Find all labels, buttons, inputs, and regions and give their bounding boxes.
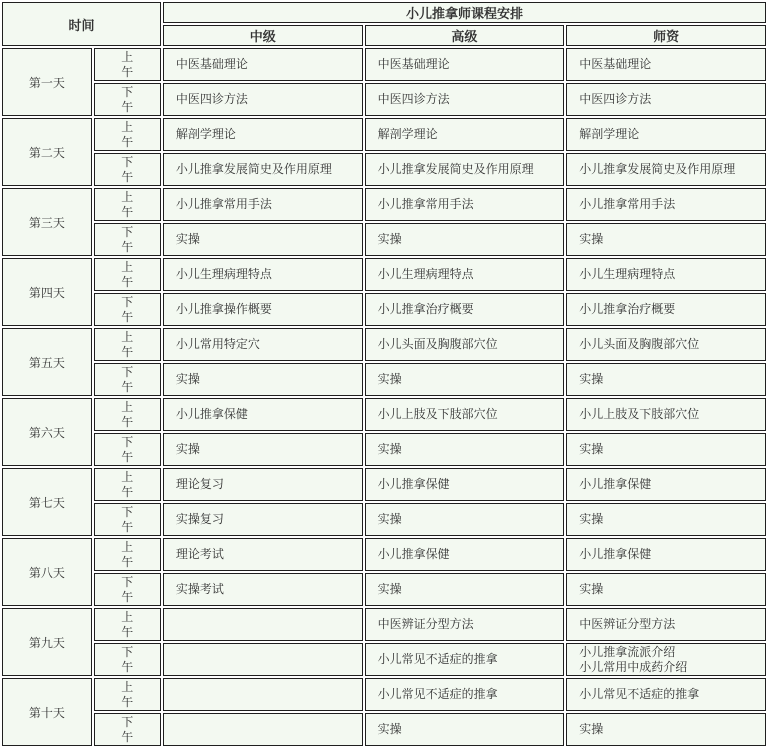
course-text: 中医四诊方法	[175, 92, 248, 106]
course-cell-instructor	[566, 153, 766, 186]
course-text: 小儿推拿发展简史及作用原理	[579, 162, 736, 176]
afternoon-label	[94, 153, 161, 186]
half-day-text: 上 午	[121, 119, 134, 149]
half-day-text: 下 午	[121, 364, 134, 394]
half-day-text: 下 午	[121, 224, 134, 254]
course-text: 中医辨证分型方法	[579, 617, 676, 631]
table-row	[2, 48, 766, 81]
day-label: 第六天	[2, 398, 92, 466]
course-text: 实操考试	[175, 582, 224, 596]
course-text: 实操	[175, 442, 200, 456]
course-cell-instructor	[566, 713, 766, 746]
course-text: 中医基础理论	[175, 57, 248, 71]
course-text: 小儿推拿治疗概要	[579, 302, 676, 316]
course-text: 小儿推拿保健	[377, 547, 450, 561]
course-cell-instructor	[566, 118, 766, 151]
table-row	[2, 153, 766, 186]
course-cell-intermediate	[163, 503, 363, 536]
course-text: 小儿推拿操作概要	[175, 302, 272, 316]
course-cell-intermediate	[163, 188, 363, 221]
course-cell-advanced	[365, 223, 565, 256]
course-text: 实操	[579, 232, 604, 246]
table-row	[2, 83, 766, 116]
table-row	[2, 293, 766, 326]
table-row	[2, 468, 766, 501]
morning-label	[94, 118, 161, 151]
course-text: 小儿推拿保健	[579, 477, 652, 491]
course-text: 理论考试	[175, 547, 224, 561]
course-cell-intermediate	[163, 83, 363, 116]
course-cell-instructor	[566, 293, 766, 326]
course-cell-instructor	[566, 258, 766, 291]
half-day-text: 下 午	[121, 434, 134, 464]
day-label: 第二天	[2, 118, 92, 186]
course-text: 实操	[175, 232, 200, 246]
course-cell-instructor	[566, 328, 766, 361]
course-cell-advanced	[365, 468, 565, 501]
half-day-text: 上 午	[121, 49, 134, 79]
course-text: 中医四诊方法	[377, 92, 450, 106]
afternoon-label	[94, 573, 161, 606]
morning-label	[94, 48, 161, 81]
half-day-text: 上 午	[121, 469, 134, 499]
table-row	[2, 363, 766, 396]
course-cell-instructor	[566, 608, 766, 641]
half-day-text: 下 午	[121, 504, 134, 534]
course-cell-advanced	[365, 643, 565, 676]
course-text: 实操	[579, 512, 604, 526]
course-cell-instructor	[566, 398, 766, 431]
afternoon-label	[94, 713, 161, 746]
half-day-text: 上 午	[121, 609, 134, 639]
course-cell-advanced	[365, 153, 565, 186]
afternoon-label	[94, 293, 161, 326]
table-row	[2, 538, 766, 571]
afternoon-label	[94, 643, 161, 676]
course-cell-advanced	[365, 328, 565, 361]
course-cell-instructor	[566, 573, 766, 606]
course-cell-instructor	[566, 538, 766, 571]
course-cell-instructor	[566, 363, 766, 396]
course-text: 小儿推拿流派介绍 小儿常用中成药介绍	[579, 644, 688, 674]
course-text: 中医辨证分型方法	[377, 617, 474, 631]
half-day-text: 上 午	[121, 399, 134, 429]
afternoon-label	[94, 83, 161, 116]
course-cell-instructor	[566, 48, 766, 81]
course-cell-intermediate	[163, 573, 363, 606]
table-row	[2, 223, 766, 256]
day-label: 第三天	[2, 188, 92, 256]
course-text: 实操	[579, 722, 604, 736]
course-cell-instructor	[566, 223, 766, 256]
half-day-text: 上 午	[121, 539, 134, 569]
course-text: 解剖学理论	[377, 127, 438, 141]
course-cell-advanced	[365, 83, 565, 116]
course-text: 小儿生理病理特点	[175, 267, 272, 281]
course-text: 小儿常见不适症的推拿	[377, 652, 498, 666]
course-text: 小儿常见不适症的推拿	[377, 687, 498, 701]
header-row-title	[2, 2, 766, 23]
course-text: 小儿头面及胸腹部穴位	[579, 337, 700, 351]
afternoon-label	[94, 363, 161, 396]
course-text: 实操	[377, 442, 402, 456]
course-cell-intermediate	[163, 293, 363, 326]
day-label: 第七天	[2, 468, 92, 536]
schedule-title: 小儿推拿师课程安排	[163, 2, 766, 23]
course-cell-intermediate	[163, 328, 363, 361]
half-day-text: 上 午	[121, 259, 134, 289]
table-row	[2, 503, 766, 536]
course-cell-intermediate	[163, 433, 363, 466]
table-row	[2, 398, 766, 431]
level-header-intermediate: 中级	[163, 25, 363, 46]
morning-label	[94, 188, 161, 221]
course-cell-advanced	[365, 188, 565, 221]
half-day-text: 下 午	[121, 294, 134, 324]
course-cell-intermediate	[163, 48, 363, 81]
morning-label	[94, 538, 161, 571]
half-day-text: 上 午	[121, 679, 134, 709]
course-text: 小儿推拿发展简史及作用原理	[175, 162, 332, 176]
table-header	[2, 2, 766, 46]
course-cell-intermediate	[163, 468, 363, 501]
course-cell-instructor	[566, 188, 766, 221]
course-text: 小儿推拿发展简史及作用原理	[377, 162, 534, 176]
course-text: 理论复习	[175, 477, 224, 491]
day-label: 第九天	[2, 608, 92, 676]
half-day-text: 下 午	[121, 154, 134, 184]
course-text: 实操	[377, 512, 402, 526]
course-cell-intermediate	[163, 363, 363, 396]
course-cell-intermediate	[163, 713, 363, 746]
course-text: 实操	[175, 372, 200, 386]
course-cell-instructor	[566, 678, 766, 711]
course-cell-intermediate	[163, 538, 363, 571]
level-header-instructor: 师资	[566, 25, 766, 46]
course-text: 小儿生理病理特点	[377, 267, 474, 281]
course-text: 小儿推拿常用手法	[377, 197, 474, 211]
time-header: 时间	[2, 2, 161, 46]
course-text: 小儿常用特定穴	[175, 337, 260, 351]
schedule-body	[2, 48, 766, 746]
table-row	[2, 328, 766, 361]
table-row	[2, 608, 766, 641]
course-text: 小儿推拿保健	[579, 547, 652, 561]
course-text: 小儿推拿保健	[175, 407, 248, 421]
course-cell-intermediate	[163, 608, 363, 641]
course-cell-advanced	[365, 48, 565, 81]
course-cell-advanced	[365, 538, 565, 571]
course-text: 解剖学理论	[579, 127, 640, 141]
table-row	[2, 643, 766, 676]
table-row	[2, 118, 766, 151]
course-cell-intermediate	[163, 223, 363, 256]
course-text: 小儿推拿保健	[377, 477, 450, 491]
table-row	[2, 573, 766, 606]
afternoon-label	[94, 433, 161, 466]
morning-label	[94, 468, 161, 501]
course-cell-advanced	[365, 573, 565, 606]
course-cell-advanced	[365, 608, 565, 641]
course-text: 实操	[377, 722, 402, 736]
course-cell-advanced	[365, 398, 565, 431]
level-header-advanced: 高级	[365, 25, 565, 46]
morning-label	[94, 678, 161, 711]
afternoon-label	[94, 223, 161, 256]
day-label: 第八天	[2, 538, 92, 606]
course-text: 小儿推拿治疗概要	[377, 302, 474, 316]
course-cell-intermediate	[163, 258, 363, 291]
table-row	[2, 713, 766, 746]
table-row	[2, 678, 766, 711]
course-cell-advanced	[365, 713, 565, 746]
half-day-text: 下 午	[121, 84, 134, 114]
course-cell-advanced	[365, 258, 565, 291]
course-text: 实操	[579, 582, 604, 596]
course-text: 实操	[377, 582, 402, 596]
morning-label	[94, 258, 161, 291]
course-cell-intermediate	[163, 398, 363, 431]
course-text: 实操复习	[175, 512, 224, 526]
course-cell-advanced	[365, 433, 565, 466]
course-text: 小儿头面及胸腹部穴位	[377, 337, 498, 351]
course-cell-advanced	[365, 363, 565, 396]
course-cell-intermediate	[163, 678, 363, 711]
course-text: 实操	[579, 442, 604, 456]
day-label: 第五天	[2, 328, 92, 396]
course-text: 实操	[377, 372, 402, 386]
course-cell-advanced	[365, 503, 565, 536]
half-day-text: 下 午	[121, 644, 134, 674]
table-row	[2, 258, 766, 291]
half-day-text: 下 午	[121, 714, 134, 744]
course-text: 中医四诊方法	[579, 92, 652, 106]
afternoon-label	[94, 503, 161, 536]
course-text: 中医基础理论	[377, 57, 450, 71]
table-row	[2, 433, 766, 466]
course-text: 小儿生理病理特点	[579, 267, 676, 281]
half-day-text: 下 午	[121, 574, 134, 604]
course-cell-advanced	[365, 118, 565, 151]
course-text: 小儿上肢及下肢部穴位	[377, 407, 498, 421]
morning-label	[94, 608, 161, 641]
course-cell-instructor	[566, 468, 766, 501]
course-text: 小儿常见不适症的推拿	[579, 687, 700, 701]
day-label: 第一天	[2, 48, 92, 116]
half-day-text: 上 午	[121, 189, 134, 219]
day-label: 第四天	[2, 258, 92, 326]
morning-label	[94, 328, 161, 361]
course-text: 中医基础理论	[579, 57, 652, 71]
course-cell-instructor	[566, 503, 766, 536]
course-cell-intermediate	[163, 643, 363, 676]
course-text: 小儿上肢及下肢部穴位	[579, 407, 700, 421]
course-text: 实操	[377, 232, 402, 246]
course-cell-intermediate	[163, 118, 363, 151]
table-row	[2, 188, 766, 221]
course-cell-intermediate	[163, 153, 363, 186]
half-day-text: 上 午	[121, 329, 134, 359]
course-text: 解剖学理论	[175, 127, 236, 141]
day-label: 第十天	[2, 678, 92, 746]
course-text: 小儿推拿常用手法	[579, 197, 676, 211]
morning-label	[94, 398, 161, 431]
course-cell-instructor	[566, 83, 766, 116]
course-cell-instructor	[566, 433, 766, 466]
course-cell-advanced	[365, 293, 565, 326]
course-cell-instructor	[566, 643, 766, 676]
course-text: 小儿推拿常用手法	[175, 197, 272, 211]
course-text: 实操	[579, 372, 604, 386]
course-cell-advanced	[365, 678, 565, 711]
